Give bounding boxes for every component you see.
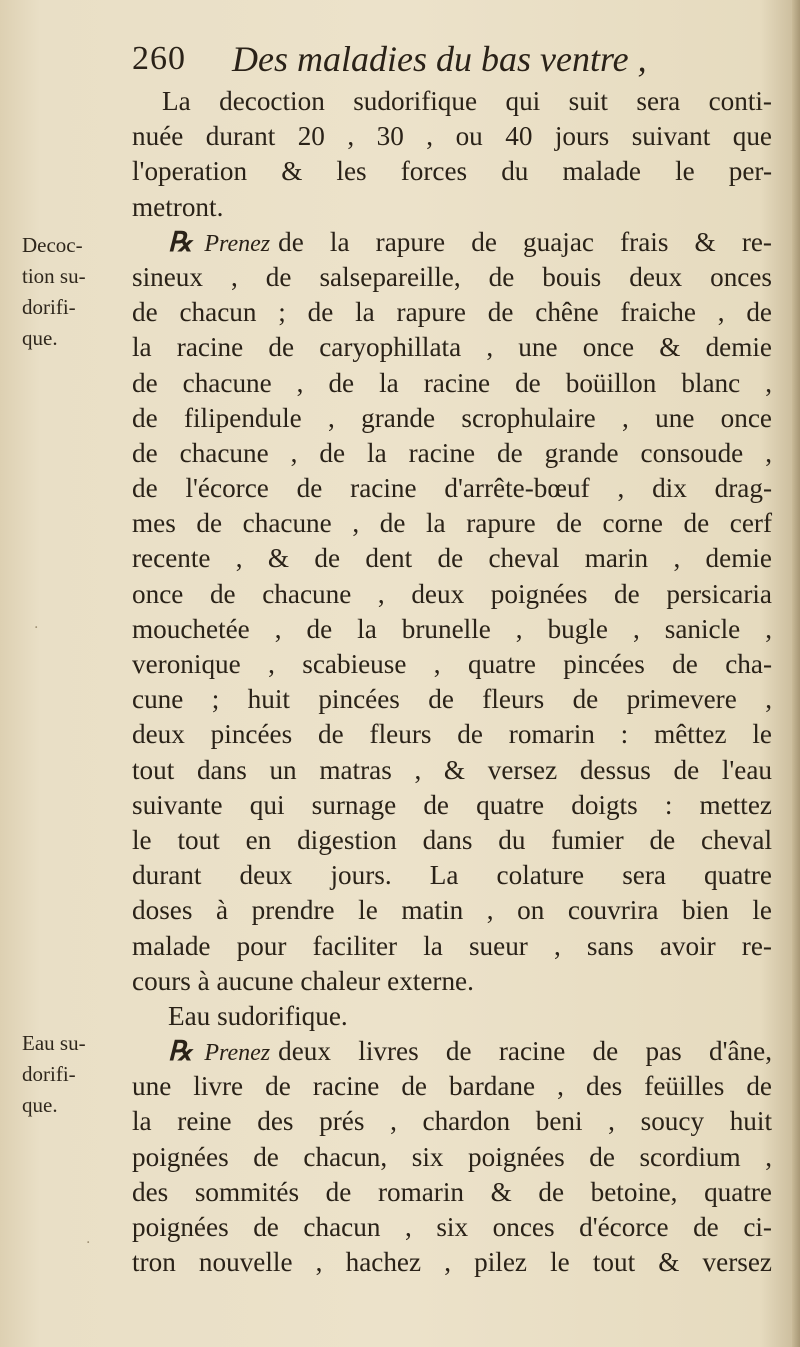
text-line: nuée durant 20 , 30 , ou 40 jours suivant que	[132, 121, 772, 152]
ink-speck: ·	[86, 1235, 91, 1251]
text-line: tron nouvelle , hachez , pilez le tout & versez	[132, 1247, 772, 1278]
text-fragment: de la rapure de guajac frais & re-	[278, 226, 772, 257]
margin-note-line: dorifi-	[22, 295, 76, 319]
margin-note-eau	[22, 1028, 122, 1121]
text-line: recente , & de dent de cheval marin , demie	[132, 543, 772, 574]
text-line: cune ; huit pincées de fleurs de primevere ,	[132, 684, 772, 715]
recipe-first-line	[132, 1034, 772, 1069]
recipe-first-line	[132, 225, 772, 260]
margin-note-line: tion su-	[22, 264, 86, 288]
text-line: deux pincées de fleurs de romarin : mêttez le	[132, 719, 772, 750]
text-line: le tout en digestion dans du fumier de cheval	[132, 824, 772, 855]
prenez-word: Prenez	[204, 230, 271, 257]
ink-speck: ·	[34, 620, 39, 636]
recipe-symbol: ℞	[168, 226, 191, 257]
text-line: La decoction sudorifique qui suit sera conti-	[162, 86, 772, 116]
section-heading: Eau sudorifique.	[168, 1000, 348, 1031]
margin-note-line: que.	[22, 1093, 58, 1117]
text-line: poignées de chacun, six poignées de scordium ,	[132, 1141, 772, 1172]
page-number: 260	[132, 40, 186, 77]
body-text	[132, 84, 772, 1280]
recipe-symbol: ℞	[168, 1036, 191, 1067]
text-line: once de chacune , deux poignées de persicaria	[132, 578, 772, 609]
text-line: une livre de racine de bardane , des feüilles de	[132, 1071, 772, 1102]
margin-note-line: que.	[22, 326, 58, 350]
text-line: metront.	[132, 191, 224, 222]
page-edge	[792, 0, 800, 1347]
text-line: mes de chacune , de la rapure de corne de cerf	[132, 508, 772, 539]
text-line: mouchetée , de la brunelle , bugle , sanicle ,	[132, 613, 772, 644]
text-line: poignées de chacun , six onces d'écorce de ci-	[132, 1212, 772, 1242]
text-line: des sommités de romarin & de betoine, quatre	[132, 1176, 772, 1207]
text-line: de chacune , de la racine de boüillon blanc ,	[132, 367, 772, 398]
running-title: Des maladies du bas ventre ,	[232, 39, 647, 79]
text-line: la racine de caryophillata , une once & demie	[132, 332, 772, 363]
margin-note-decoction	[22, 230, 122, 354]
margin-note-line: dorifi-	[22, 1062, 76, 1086]
page-header	[132, 34, 772, 80]
prenez-word: Prenez	[204, 1040, 271, 1067]
text-line: durant deux jours. La colature sera quatre	[132, 860, 772, 891]
text-line: veronique , scabieuse , quatre pincées de cha-	[132, 649, 772, 679]
text-line: malade pour faciliter la sueur , sans avoir re-	[132, 930, 772, 961]
text-line: cours à aucune chaleur externe.	[132, 965, 474, 996]
text-line: de chacun ; de la rapure de chêne fraiche , de	[132, 297, 772, 328]
margin-note-line: Eau su-	[22, 1031, 86, 1055]
text-line: la reine des prés , chardon beni , soucy huit	[132, 1106, 772, 1137]
text-line: suivante qui surnage de quatre doigts : mettez	[132, 789, 772, 820]
text-line: l'operation & les forces du malade le per-	[132, 156, 772, 187]
text-line: de filipendule , grande scrophulaire , une once	[132, 402, 772, 433]
text-line: sineux , de salsepareille, de bouis deux onces	[132, 261, 772, 292]
text-line: de l'écorce de racine d'arrête-bœuf , dix drag-	[132, 473, 772, 504]
text-line: doses à prendre le matin , on couvrira bien le	[132, 895, 772, 926]
text-line: de chacune , de la racine de grande consoude ,	[132, 437, 772, 468]
margin-note-line: Decoc-	[22, 233, 83, 257]
text-line: tout dans un matras , & versez dessus de l'eau	[132, 754, 772, 785]
text-fragment: deux livres de racine de pas d'âne,	[278, 1036, 772, 1067]
